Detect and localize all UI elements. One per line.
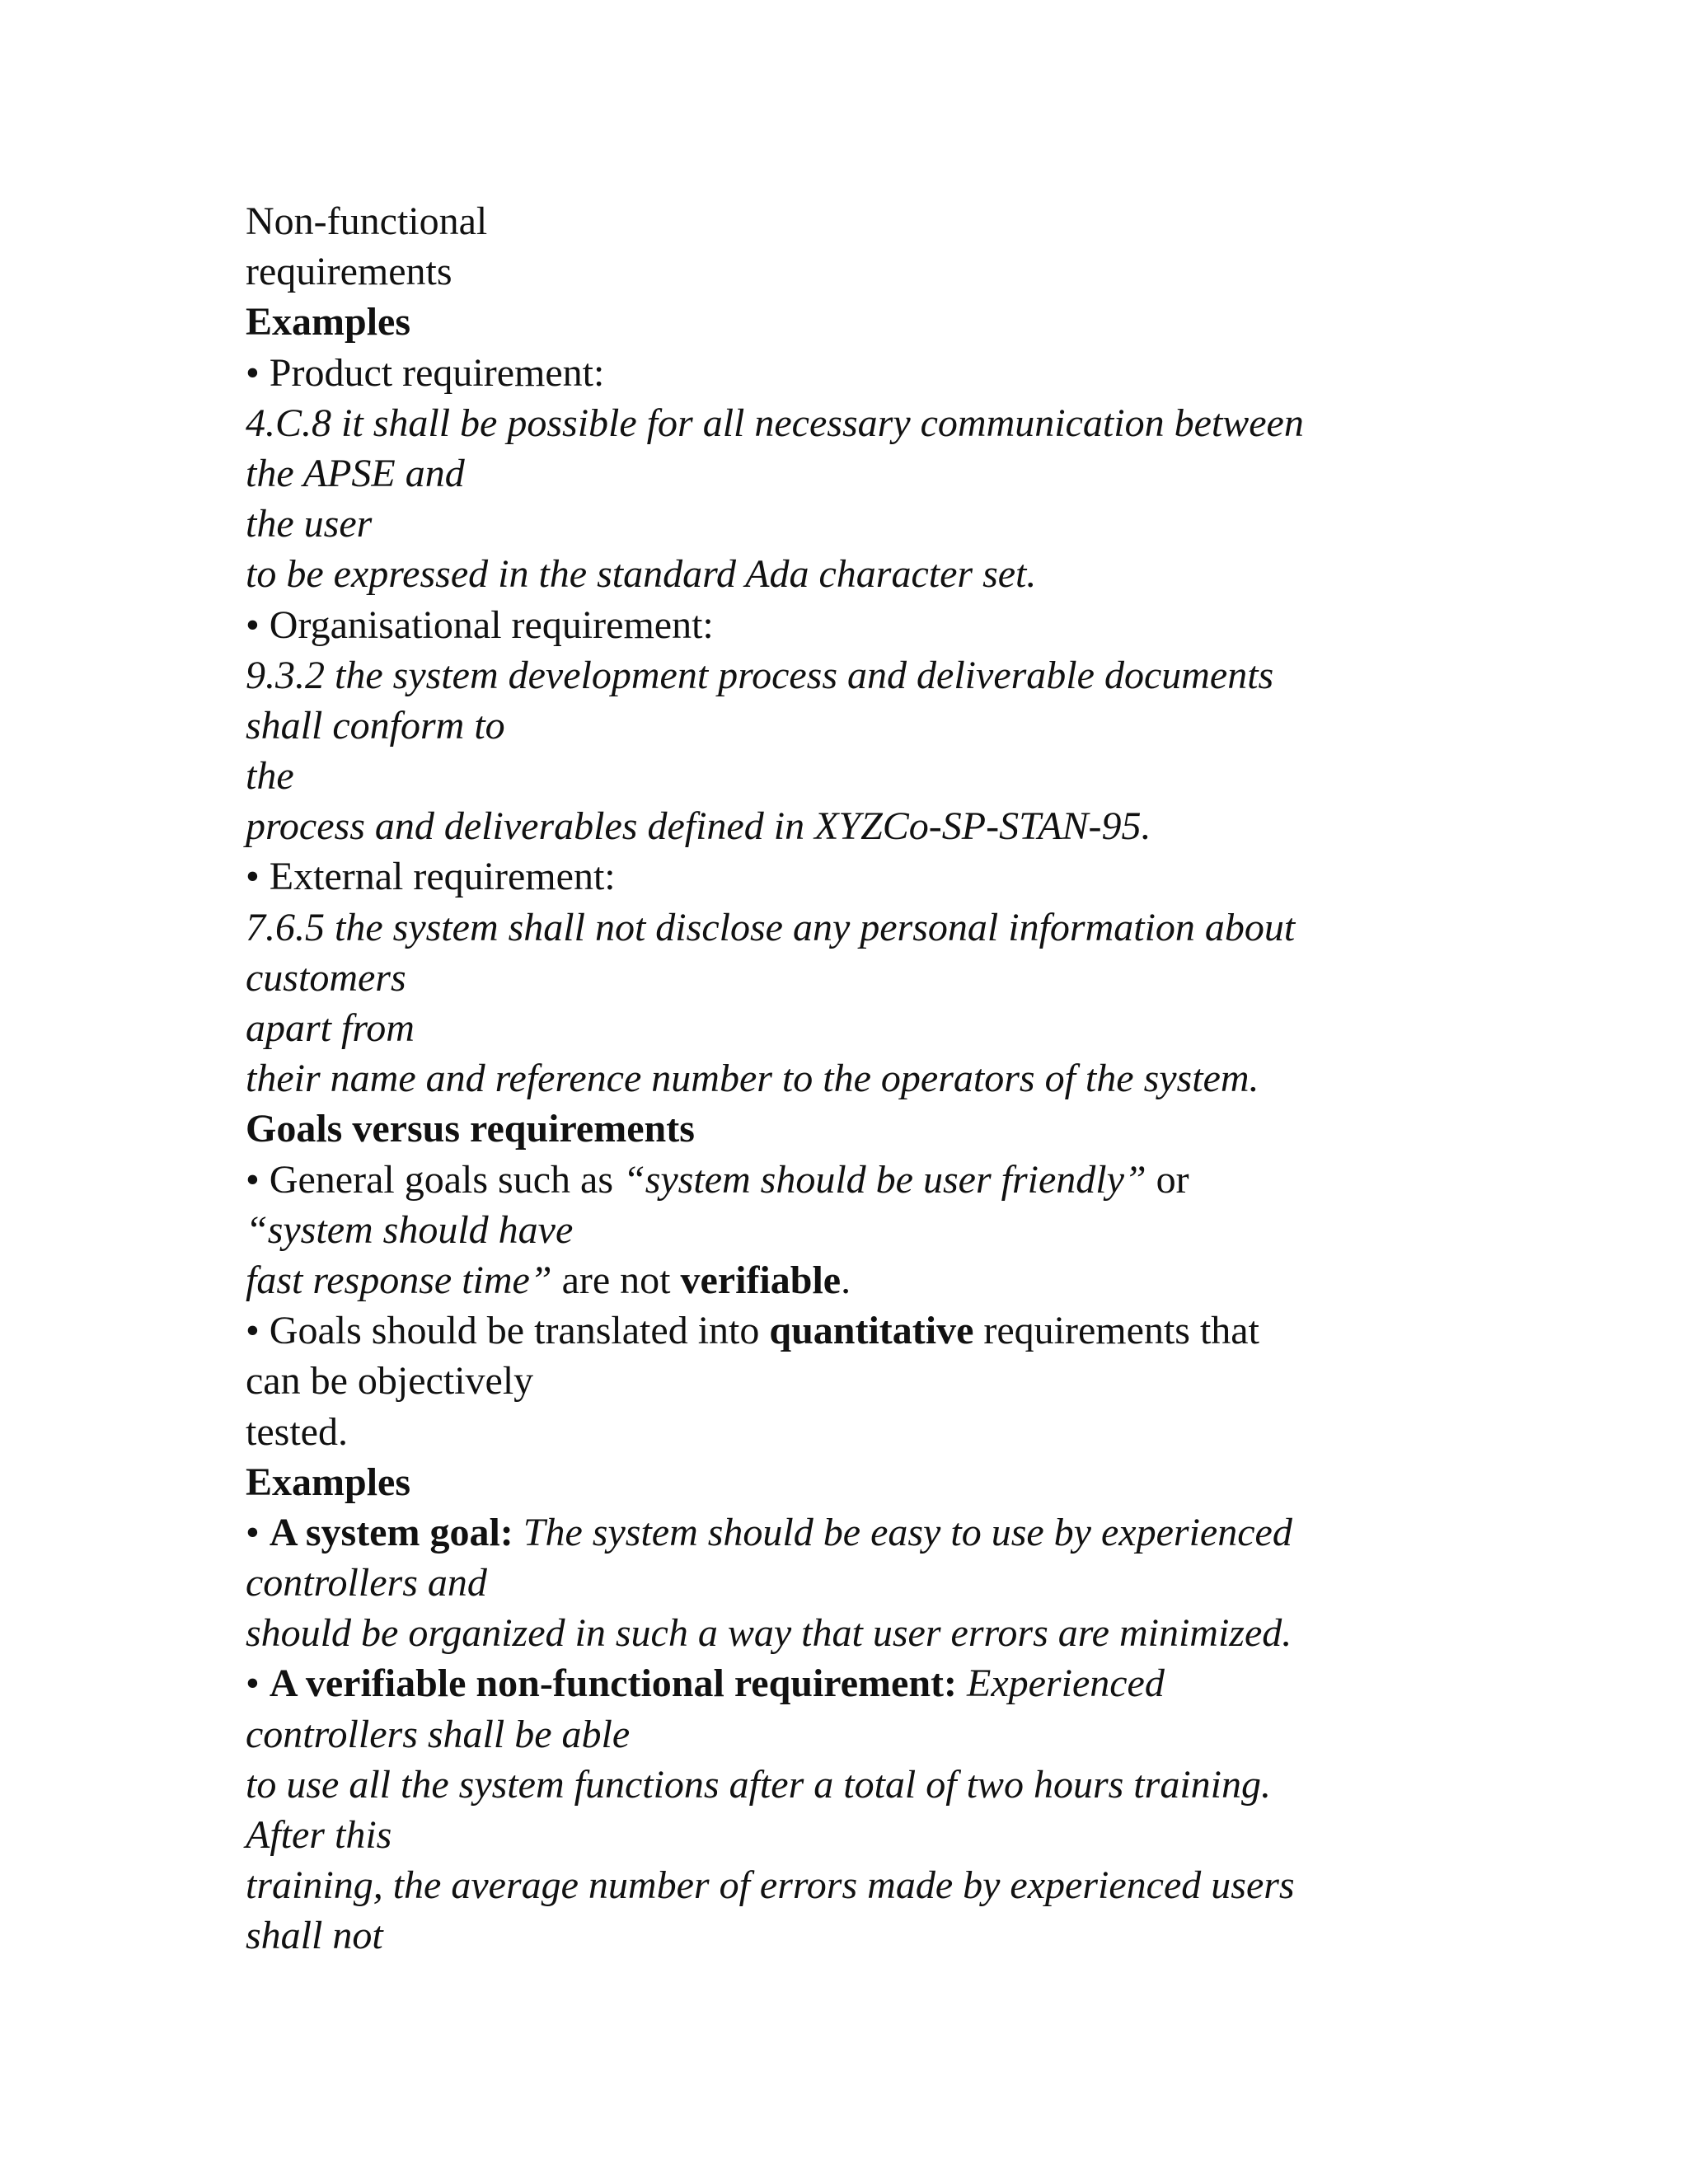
text-run: .: [841, 1258, 851, 1302]
text-run: requirements: [246, 250, 452, 294]
text-line: [246, 801, 1482, 851]
text-line: [246, 1407, 1482, 1457]
text-run: • External requirement:: [246, 855, 616, 899]
italic-text: shall not: [246, 1914, 383, 1958]
bold-text: quantitative: [769, 1309, 974, 1353]
text-line: [246, 1305, 1482, 1356]
italic-text: 7.6.5 the system shall not disclose any personal information about: [246, 905, 1296, 949]
italic-text: training, the average number of errors made by experienced users: [246, 1863, 1295, 1908]
text-line: [246, 650, 1482, 701]
text-run: Non-functional: [246, 199, 488, 243]
text-run: requirements that: [973, 1309, 1259, 1353]
text-line: [246, 1003, 1482, 1053]
text-line: [246, 1053, 1482, 1104]
text-line: [246, 246, 1482, 297]
bold-text: A system goal:: [269, 1510, 513, 1554]
italic-text: the user: [246, 502, 373, 546]
bold-text: verifiable: [680, 1258, 842, 1302]
text-line: [246, 953, 1482, 1003]
text-run: • Goals should be translated into: [246, 1309, 770, 1353]
text-run: or: [1146, 1157, 1189, 1202]
text-line: [246, 1104, 1482, 1154]
bold-text: Goals versus requirements: [246, 1107, 695, 1151]
italic-text: “system should have: [246, 1207, 574, 1252]
text-line: [246, 1658, 1482, 1708]
text-line: [246, 851, 1482, 902]
italic-text: controllers and: [246, 1561, 487, 1605]
text-line: [246, 1155, 1482, 1205]
text-line: [246, 1558, 1482, 1608]
italic-text: 4.C.8 it shall be possible for all necessary communication between: [246, 401, 1304, 445]
text-line: [246, 751, 1482, 801]
italic-text: to be expressed in the standard Ada character set.: [246, 552, 1037, 597]
bold-text: A verifiable non-functional requirement:: [269, 1661, 957, 1706]
text-line: [246, 1255, 1482, 1305]
text-line: [246, 1608, 1482, 1658]
italic-text: The system should be easy to use by experienced: [513, 1510, 1292, 1554]
bold-text: Examples: [246, 1460, 411, 1504]
text-run: •: [246, 1510, 270, 1554]
italic-text: fast response time”: [246, 1258, 552, 1302]
text-line: [246, 1709, 1482, 1760]
text-run: are not: [551, 1258, 681, 1302]
text-line: [246, 499, 1482, 549]
italic-text: Experienced: [957, 1661, 1165, 1706]
italic-text: After this: [246, 1813, 392, 1857]
text-run: tested.: [246, 1409, 348, 1454]
text-run: can be objectively: [246, 1359, 534, 1404]
italic-text: “system should be user friendly”: [623, 1157, 1146, 1202]
bold-text: Examples: [246, 300, 411, 344]
italic-text: should be organized in such a way that user errors are minimized.: [246, 1611, 1292, 1656]
italic-text: their name and reference number to the operators of the system.: [246, 1057, 1259, 1101]
text-run: • General goals such as: [246, 1157, 623, 1202]
document-text: [246, 196, 1482, 1961]
italic-text: to use all the system functions after a total of two hours training.: [246, 1762, 1271, 1807]
text-run: • Organisational requirement:: [246, 602, 714, 647]
text-line: [246, 1507, 1482, 1558]
text-line: [246, 1910, 1482, 1961]
text-line: [246, 1810, 1482, 1860]
italic-text: shall conform to: [246, 703, 505, 748]
text-line: [246, 1860, 1482, 1910]
italic-text: the APSE and: [246, 451, 465, 495]
text-line: [246, 348, 1482, 398]
text-line: [246, 600, 1482, 650]
text-line: [246, 398, 1482, 448]
text-run: • Product requirement:: [246, 350, 605, 395]
italic-text: customers: [246, 955, 406, 1000]
text-line: [246, 1760, 1482, 1810]
text-line: [246, 196, 1482, 246]
italic-text: process and deliverables defined in XYZCo-SP-STAN-95.: [246, 804, 1151, 849]
text-line: [246, 902, 1482, 953]
text-line: [246, 1356, 1482, 1406]
italic-text: controllers shall be able: [246, 1712, 631, 1756]
text-line: [246, 448, 1482, 499]
text-line: [246, 297, 1482, 347]
italic-text: 9.3.2 the system development process and deliverable documents: [246, 653, 1274, 697]
text-line: [246, 701, 1482, 751]
text-line: [246, 549, 1482, 599]
text-line: [246, 1457, 1482, 1507]
italic-text: apart from: [246, 1006, 415, 1050]
text-line: [246, 1205, 1482, 1255]
text-run: •: [246, 1661, 270, 1706]
italic-text: the: [246, 754, 294, 799]
